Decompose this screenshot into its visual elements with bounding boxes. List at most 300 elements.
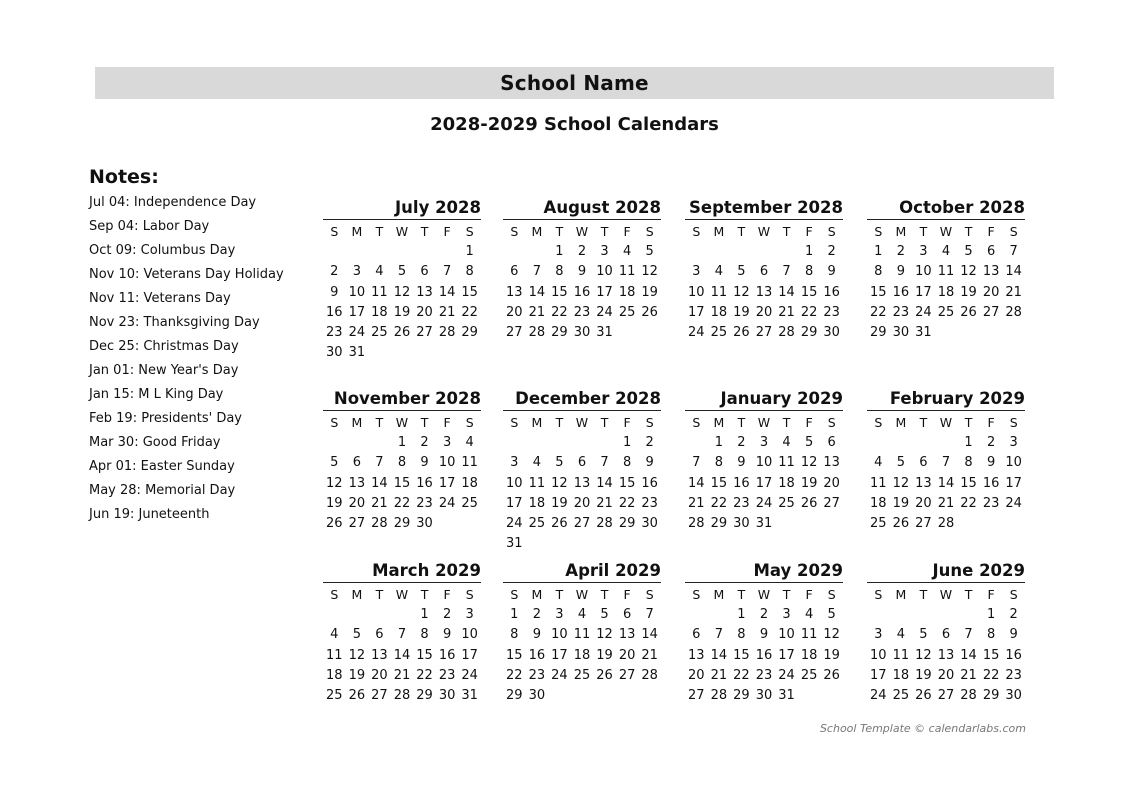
day-cell: 9 (827, 264, 836, 280)
empty-day-cell (708, 242, 731, 262)
day-cell: 6 (375, 627, 384, 643)
empty-day-cell (368, 605, 391, 625)
page-title: 2028-2029 School Calendars (430, 114, 719, 135)
day-cell: 3 (919, 244, 928, 260)
day-cell: 25 (326, 687, 343, 703)
day-cell: 30 (823, 324, 840, 340)
weekday-header: S (645, 587, 654, 602)
weekday-header: T (375, 587, 384, 602)
day-cell: 16 (641, 475, 658, 491)
day-cell: 27 (573, 515, 591, 531)
empty-day-cell (890, 605, 913, 625)
day-cell: 30 (892, 324, 910, 340)
day-cell: 20 (915, 495, 932, 511)
weekday-header: W (575, 224, 589, 239)
day-cell: 13 (755, 284, 773, 300)
note-item: Nov 11: Veterans Day (89, 291, 231, 306)
day-cell: 28 (960, 687, 977, 703)
day-cell: 25 (573, 667, 591, 683)
day-cell: 10 (438, 455, 456, 471)
day-cell: 18 (800, 647, 818, 663)
day-cell: 14 (688, 475, 705, 491)
empty-day-cell (526, 242, 549, 262)
day-cell: 10 (1005, 455, 1022, 471)
weekday-header: F (987, 587, 995, 602)
day-cell: 10 (461, 627, 478, 643)
day-cell: 23 (892, 304, 910, 320)
day-cell: 11 (710, 284, 728, 300)
empty-day-cell (867, 605, 890, 625)
weekday-header: T (420, 587, 429, 602)
weekday-header: S (827, 224, 836, 239)
day-cell: 21 (710, 667, 728, 683)
day-cell: 30 (1005, 687, 1022, 703)
empty-day-cell (368, 242, 391, 262)
month-title: April 2029 (503, 560, 661, 583)
day-cell: 21 (1005, 284, 1022, 300)
day-cell: 6 (827, 435, 836, 451)
day-cell: 15 (982, 647, 1000, 663)
day-cell: 28 (937, 515, 955, 531)
weekday-header: W (939, 415, 953, 430)
empty-day-cell (593, 433, 616, 453)
day-cell: 27 (506, 324, 523, 340)
weekday-header: S (330, 415, 339, 430)
day-cell: 7 (964, 627, 973, 643)
weekday-header: T (782, 224, 791, 239)
notes-title: Notes: (89, 166, 159, 188)
day-cell: 1 (737, 607, 746, 623)
weekday-header: T (555, 587, 564, 602)
day-cell: 24 (688, 324, 705, 340)
day-cell: 14 (1005, 264, 1022, 280)
weekday-header: S (692, 415, 701, 430)
day-cell: 15 (800, 284, 818, 300)
empty-day-cell (890, 433, 913, 453)
day-cell: 3 (442, 435, 452, 451)
day-cell: 17 (461, 647, 478, 663)
month-title: August 2028 (503, 197, 661, 220)
weekday-header: F (805, 587, 813, 602)
day-grid (867, 222, 1025, 343)
day-cell: 9 (896, 264, 905, 280)
school-name: School Name (500, 71, 649, 95)
day-cell: 30 (528, 687, 546, 703)
day-cell: 18 (528, 495, 546, 511)
weekday-header: S (874, 224, 883, 239)
weekday-header: S (510, 415, 519, 430)
day-cell: 10 (596, 264, 613, 280)
weekday-header: T (737, 224, 746, 239)
empty-day-cell (912, 433, 935, 453)
day-cell: 26 (892, 515, 910, 531)
weekday-header: T (964, 224, 973, 239)
day-cell: 21 (960, 667, 977, 683)
day-cell: 31 (596, 324, 613, 340)
day-cell: 28 (528, 324, 546, 340)
day-cell: 23 (573, 304, 591, 320)
day-cell: 22 (618, 495, 636, 511)
empty-day-cell (867, 433, 890, 453)
day-grid (323, 585, 481, 706)
day-cell: 13 (982, 264, 1000, 280)
day-cell: 1 (874, 244, 883, 260)
day-cell: 5 (737, 264, 746, 280)
day-cell: 14 (778, 284, 795, 300)
day-cell: 8 (714, 455, 723, 471)
day-cell: 13 (573, 475, 591, 491)
day-cell: 8 (874, 264, 883, 280)
day-cell: 26 (348, 687, 366, 703)
month-title: June 2029 (867, 560, 1025, 583)
day-cell: 2 (442, 607, 452, 623)
day-cell: 5 (827, 607, 836, 623)
weekday-header: F (443, 415, 451, 430)
weekday-header: M (895, 587, 907, 602)
empty-day-cell (708, 605, 731, 625)
day-cell: 1 (465, 244, 474, 260)
footer-credit: School Template © calendarlabs.com (819, 722, 1026, 735)
note-item: Apr 01: Easter Sunday (89, 459, 235, 474)
day-cell: 3 (874, 627, 883, 643)
day-grid (323, 222, 481, 363)
weekday-header: F (987, 224, 995, 239)
month-calendar (323, 388, 481, 534)
day-cell: 7 (941, 455, 951, 471)
month-title: May 2029 (685, 560, 843, 583)
day-cell: 16 (982, 475, 1000, 491)
day-cell: 22 (982, 667, 1000, 683)
day-cell: 28 (710, 687, 728, 703)
day-cell: 18 (937, 284, 955, 300)
day-cell: 11 (461, 455, 478, 471)
day-cell: 18 (618, 284, 636, 300)
month-title: September 2028 (685, 197, 843, 220)
empty-day-cell (730, 242, 753, 262)
day-cell: 4 (622, 244, 632, 260)
day-cell: 12 (800, 455, 818, 471)
empty-day-cell (323, 433, 346, 453)
month-calendar (685, 197, 843, 343)
day-cell: 12 (551, 475, 568, 491)
day-cell: 20 (937, 667, 955, 683)
day-grid (685, 585, 843, 706)
day-cell: 18 (371, 304, 388, 320)
day-cell: 15 (960, 475, 977, 491)
day-cell: 4 (896, 627, 905, 643)
day-cell: 19 (326, 495, 343, 511)
day-cell: 11 (573, 627, 591, 643)
day-cell: 5 (964, 244, 973, 260)
day-cell: 24 (461, 667, 478, 683)
day-cell: 4 (874, 455, 883, 471)
day-cell: 18 (461, 475, 478, 491)
day-cell: 15 (870, 284, 887, 300)
empty-day-cell (346, 433, 369, 453)
day-cell: 22 (960, 495, 977, 511)
day-cell: 26 (915, 687, 932, 703)
day-cell: 31 (506, 536, 523, 552)
empty-day-cell (912, 605, 935, 625)
day-cell: 12 (823, 627, 840, 643)
day-cell: 7 (692, 455, 701, 471)
empty-day-cell (436, 242, 459, 262)
month-calendar (323, 197, 481, 363)
day-cell: 23 (641, 495, 658, 511)
day-cell: 23 (528, 667, 546, 683)
weekday-header: F (443, 224, 451, 239)
day-cell: 23 (982, 495, 1000, 511)
day-cell: 9 (442, 627, 452, 643)
day-cell: 15 (393, 475, 411, 491)
day-cell: 10 (915, 264, 932, 280)
weekday-header: F (443, 587, 451, 602)
weekday-header: S (827, 587, 836, 602)
day-cell: 11 (618, 264, 636, 280)
day-cell: 23 (326, 324, 343, 340)
note-item: Nov 23: Thanksgiving Day (89, 315, 260, 330)
month-calendar (503, 197, 661, 343)
day-cell: 14 (371, 475, 388, 491)
day-cell: 16 (573, 284, 591, 300)
day-cell: 19 (960, 284, 977, 300)
day-cell: 26 (823, 667, 840, 683)
weekday-header: S (1009, 587, 1018, 602)
day-cell: 19 (800, 475, 818, 491)
day-cell: 24 (915, 304, 932, 320)
empty-day-cell (775, 242, 798, 262)
day-cell: 6 (420, 264, 429, 280)
day-cell: 15 (551, 284, 568, 300)
day-cell: 26 (733, 324, 750, 340)
day-cell: 17 (778, 647, 795, 663)
day-cell: 8 (622, 455, 632, 471)
weekday-header: W (757, 224, 771, 239)
empty-day-cell (503, 242, 526, 262)
empty-day-cell (548, 433, 571, 453)
day-cell: 8 (420, 627, 429, 643)
day-cell: 25 (800, 667, 818, 683)
day-cell: 6 (986, 244, 996, 260)
day-cell: 3 (352, 264, 361, 280)
day-cell: 25 (778, 495, 795, 511)
day-cell: 18 (326, 667, 343, 683)
day-cell: 13 (937, 647, 955, 663)
day-cell: 10 (755, 455, 773, 471)
day-cell: 17 (755, 475, 773, 491)
day-cell: 1 (964, 435, 973, 451)
day-cell: 21 (371, 495, 388, 511)
day-cell: 22 (870, 304, 887, 320)
weekday-header: T (420, 224, 429, 239)
empty-day-cell (571, 433, 594, 453)
day-cell: 2 (330, 264, 339, 280)
day-cell: 19 (823, 647, 840, 663)
day-cell: 21 (778, 304, 795, 320)
day-cell: 14 (960, 647, 977, 663)
weekday-header: W (757, 415, 771, 430)
day-cell: 5 (919, 627, 928, 643)
weekday-header: S (1009, 224, 1018, 239)
day-cell: 3 (1009, 435, 1018, 451)
weekday-header: W (757, 587, 771, 602)
note-item: Jan 15: M L King Day (89, 387, 224, 402)
day-cell: 21 (393, 667, 411, 683)
day-cell: 27 (755, 324, 773, 340)
weekday-header: M (713, 224, 725, 239)
day-cell: 4 (577, 607, 587, 623)
weekday-header: S (330, 587, 339, 602)
weekday-header: W (575, 415, 589, 430)
weekday-header: T (737, 587, 746, 602)
day-cell: 29 (618, 515, 636, 531)
day-cell: 23 (1005, 667, 1022, 683)
note-item: Jun 19: Juneteenth (89, 507, 210, 522)
day-cell: 3 (600, 244, 609, 260)
day-cell: 14 (438, 284, 456, 300)
day-cell: 7 (645, 607, 654, 623)
day-cell: 25 (528, 515, 546, 531)
day-cell: 3 (759, 435, 769, 451)
day-cell: 5 (330, 455, 339, 471)
note-item: May 28: Memorial Day (89, 483, 236, 498)
day-cell: 11 (800, 627, 818, 643)
day-cell: 25 (618, 304, 636, 320)
weekday-header: M (895, 224, 907, 239)
day-cell: 4 (330, 627, 339, 643)
empty-day-cell (935, 433, 958, 453)
day-cell: 18 (778, 475, 795, 491)
weekday-header: T (919, 415, 928, 430)
weekday-header: M (351, 587, 363, 602)
weekday-header: T (420, 415, 429, 430)
notes-list (89, 195, 314, 531)
day-cell: 28 (688, 515, 705, 531)
day-cell: 28 (393, 687, 411, 703)
day-cell: 23 (416, 495, 433, 511)
day-cell: 29 (800, 324, 818, 340)
month-title: December 2028 (503, 388, 661, 411)
month-calendar (685, 388, 843, 534)
day-cell: 16 (416, 475, 433, 491)
day-grid (685, 413, 843, 534)
weekday-header: T (964, 587, 973, 602)
day-cell: 27 (618, 667, 636, 683)
day-cell: 20 (573, 495, 591, 511)
day-cell: 17 (506, 495, 523, 511)
day-cell: 22 (733, 667, 750, 683)
weekday-header: M (531, 587, 543, 602)
day-cell: 26 (393, 324, 411, 340)
weekday-header: W (575, 587, 589, 602)
day-cell: 8 (804, 264, 814, 280)
weekday-header: M (531, 224, 543, 239)
day-cell: 22 (710, 495, 728, 511)
day-cell: 27 (915, 515, 932, 531)
day-cell: 12 (348, 647, 366, 663)
weekday-header: T (919, 587, 928, 602)
day-cell: 24 (506, 515, 523, 531)
day-cell: 18 (892, 667, 910, 683)
day-cell: 31 (755, 515, 773, 531)
day-cell: 16 (438, 647, 456, 663)
day-cell: 23 (733, 495, 750, 511)
day-cell: 24 (755, 495, 773, 511)
day-cell: 7 (532, 264, 541, 280)
month-title: July 2028 (323, 197, 481, 220)
day-cell: 8 (555, 264, 564, 280)
day-cell: 3 (510, 455, 519, 471)
weekday-header: T (555, 415, 564, 430)
day-cell: 5 (804, 435, 814, 451)
day-cell: 6 (577, 455, 587, 471)
day-cell: 1 (804, 244, 814, 260)
day-cell: 24 (870, 687, 887, 703)
day-cell: 24 (596, 304, 613, 320)
day-cell: 9 (330, 284, 339, 300)
day-cell: 30 (573, 324, 591, 340)
weekday-header: M (351, 415, 363, 430)
weekday-header: S (692, 587, 701, 602)
day-cell: 17 (596, 284, 613, 300)
day-cell: 16 (326, 304, 343, 320)
day-cell: 10 (778, 627, 795, 643)
day-cell: 23 (755, 667, 773, 683)
day-cell: 25 (870, 515, 887, 531)
day-cell: 13 (348, 475, 366, 491)
month-calendar (685, 560, 843, 706)
month-calendar (867, 197, 1025, 343)
day-cell: 23 (823, 304, 840, 320)
day-cell: 10 (506, 475, 523, 491)
weekday-header: S (465, 224, 474, 239)
weekday-header: T (600, 224, 609, 239)
day-grid (867, 585, 1025, 706)
day-cell: 21 (528, 304, 546, 320)
empty-day-cell (503, 433, 526, 453)
day-cell: 27 (823, 495, 840, 511)
day-cell: 18 (870, 495, 887, 511)
day-cell: 25 (710, 324, 728, 340)
month-calendar (503, 388, 661, 554)
day-cell: 8 (397, 455, 407, 471)
day-cell: 31 (461, 687, 478, 703)
day-cell: 4 (532, 455, 541, 471)
day-cell: 27 (371, 687, 388, 703)
day-cell: 21 (688, 495, 705, 511)
day-cell: 14 (596, 475, 613, 491)
day-cell: 31 (778, 687, 795, 703)
day-cell: 5 (600, 607, 609, 623)
day-cell: 28 (438, 324, 456, 340)
day-cell: 6 (759, 264, 769, 280)
day-cell: 20 (506, 304, 523, 320)
month-calendar (867, 388, 1025, 534)
day-cell: 5 (645, 244, 654, 260)
day-grid (867, 413, 1025, 534)
weekday-header: T (782, 415, 791, 430)
weekday-header: M (895, 415, 907, 430)
day-cell: 6 (352, 455, 361, 471)
day-cell: 15 (618, 475, 636, 491)
day-cell: 12 (915, 647, 932, 663)
empty-day-cell (368, 433, 391, 453)
day-cell: 25 (371, 324, 388, 340)
month-title: November 2028 (323, 388, 481, 411)
day-cell: 20 (755, 304, 773, 320)
day-cell: 1 (397, 435, 407, 451)
weekday-header: M (351, 224, 363, 239)
